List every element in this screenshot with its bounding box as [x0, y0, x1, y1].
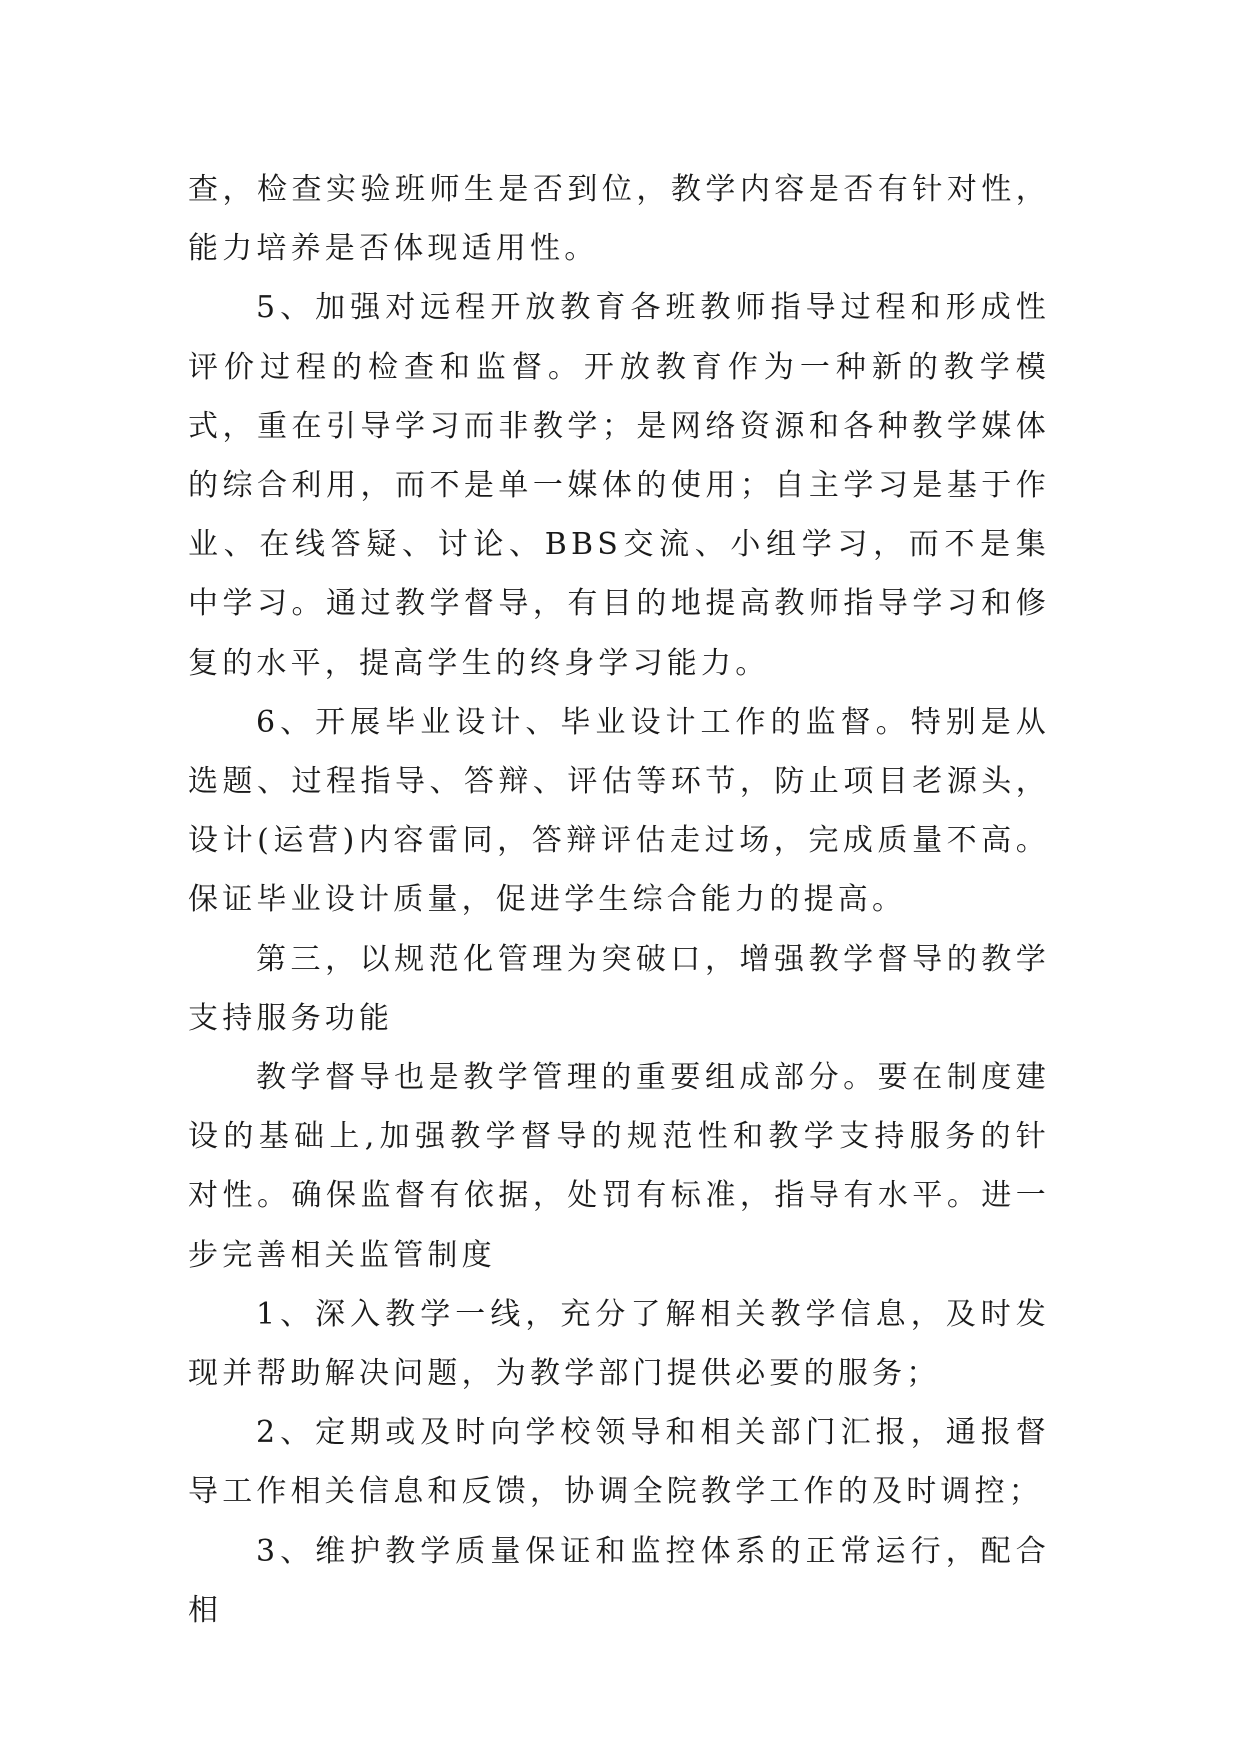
paragraph-6: 1、深入教学一线，充分了解相关教学信息，及时发现并帮助解决问题，为教学部门提供必要的服务；	[188, 1296, 1050, 1392]
paragraph-2: 5、加强对远程开放教育各班教师指导过程和形成性评价过程的检查和监督。开放教育作为一种新的教学模式，重在引导学习而非教学；是网络资源和各种教学媒体的综合利用，而不是单一媒体的使用；自主学习是基于作业、在线答疑、讨论、BBS交流、小组学习，而不是集中学习。通过教学督导，有目的地提高教师指导学习和修复的水平，提高学生的终身学习能力。	[188, 290, 1050, 681]
paragraph-4: 第三，以规范化管理为突破口，增强教学督导的教学支持服务功能	[188, 941, 1050, 1036]
paragraph-1: 查，检查实验班师生是否到位，教学内容是否有针对性，能力培养是否体现适用性。	[188, 172, 1050, 267]
paragraph-7: 2、定期或及时向学校领导和相关部门汇报，通报督导工作相关信息和反馈，协调全院教学工作的及时调控；	[188, 1415, 1050, 1510]
document-body	[188, 160, 1050, 1640]
paragraph-5: 教学督导也是教学管理的重要组成部分。要在制度建设的基础上,加强教学督导的规范性和教学支持服务的针对性。确保监督有依据，处罚有标准，指导有水平。进一步完善相关监管制度	[188, 1060, 1050, 1273]
paragraph-8: 3、维护教学质量保证和监控体系的正常运行，配合相	[188, 1533, 1050, 1628]
paragraph-3: 6、开展毕业设计、毕业设计工作的监督。特别是从选题、过程指导、答辩、评估等环节，防止项目老源头，设计(运营)内容雷同，答辩评估走过场，完成质量不高。保证毕业设计质量，促进学生综合能力的提高。	[188, 704, 1050, 918]
